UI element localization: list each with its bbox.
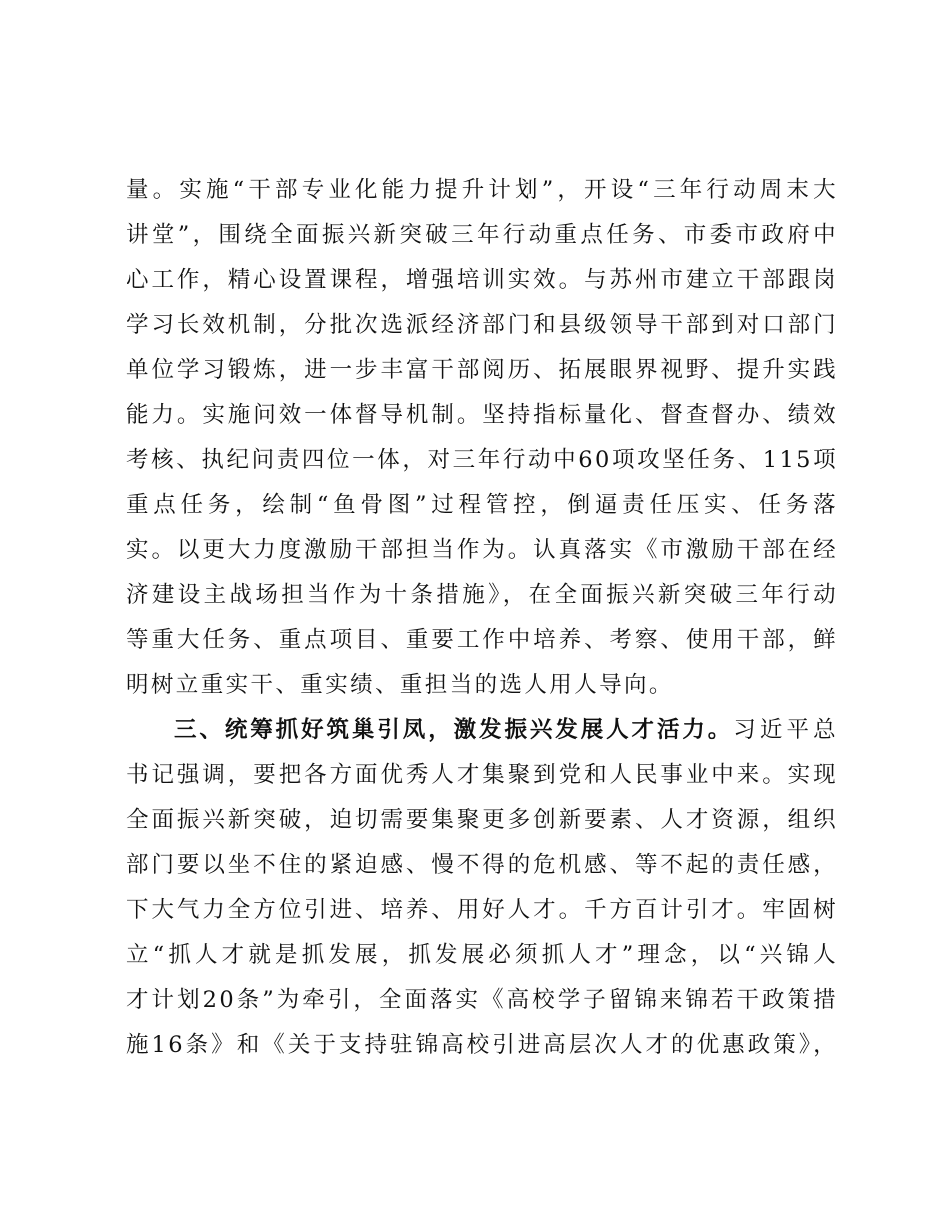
text-line: 部门要以坐不住的紧迫感、慢不得的危机感、等不起的责任感， bbox=[126, 852, 838, 878]
text-line: 能力。实施问效一体督导机制。坚持指标量化、督查督办、绩效 bbox=[126, 402, 838, 428]
body-text bbox=[126, 168, 838, 1068]
text-line: 才计划20条”为牵引，全面落实《高校学子留锦来锦若干政策措 bbox=[126, 987, 838, 1013]
text-line: 单位学习锻炼，进一步丰富干部阅历、拓展眼界视野、提升实践 bbox=[126, 357, 838, 383]
text-line: 学习长效机制，分批次选派经济部门和县级领导干部到对口部门 bbox=[126, 312, 838, 338]
text-line: 书记强调，要把各方面优秀人才集聚到党和人民事业中来。实现 bbox=[126, 762, 838, 788]
paragraph-2 bbox=[126, 708, 838, 1068]
text-line: 讲堂”，围绕全面振兴新突破三年行动重点任务、市委市政府中 bbox=[126, 222, 838, 248]
paragraph-first-line bbox=[126, 708, 838, 753]
paragraph-1 bbox=[126, 168, 838, 708]
text-line: 实。以更大力度激励干部担当作为。认真落实《市激励干部在经 bbox=[126, 537, 838, 563]
text-line: 全面振兴新突破，迫切需要集聚更多创新要素、人才资源，组织 bbox=[126, 807, 838, 833]
text-line: 明树立重实干、重实绩、重担当的选人用人导向。 bbox=[126, 672, 674, 698]
text-line: 考核、执纪问责四位一体，对三年行动中60项攻坚任务、115项 bbox=[126, 447, 838, 473]
text-line: 心工作，精心设置课程，增强培训实效。与苏州市建立干部跟岗 bbox=[126, 267, 838, 293]
section-heading: 三、统筹抓好筑巢引凤，激发振兴发展人才活力。 bbox=[174, 717, 734, 743]
text-line: 等重大任务、重点项目、重要工作中培养、考察、使用干部，鲜 bbox=[126, 627, 838, 653]
text-line: 量。实施“干部专业化能力提升计划”，开设“三年行动周末大 bbox=[126, 177, 838, 203]
text-run: 习近平总 bbox=[733, 717, 838, 743]
text-line: 济建设主战场担当作为十条措施》，在全面振兴新突破三年行动 bbox=[126, 582, 838, 608]
text-line: 施16条》和《关于支持驻锦高校引进高层次人才的优惠政策》， bbox=[126, 1032, 838, 1058]
text-line: 立“抓人才就是抓发展，抓发展必须抓人才”理念，以“兴锦人 bbox=[126, 942, 838, 968]
text-line: 下大气力全方位引进、培养、用好人才。千方百计引才。牢固树 bbox=[126, 897, 838, 923]
text-line: 重点任务，绘制“鱼骨图”过程管控，倒逼责任压实、任务落 bbox=[126, 492, 838, 518]
